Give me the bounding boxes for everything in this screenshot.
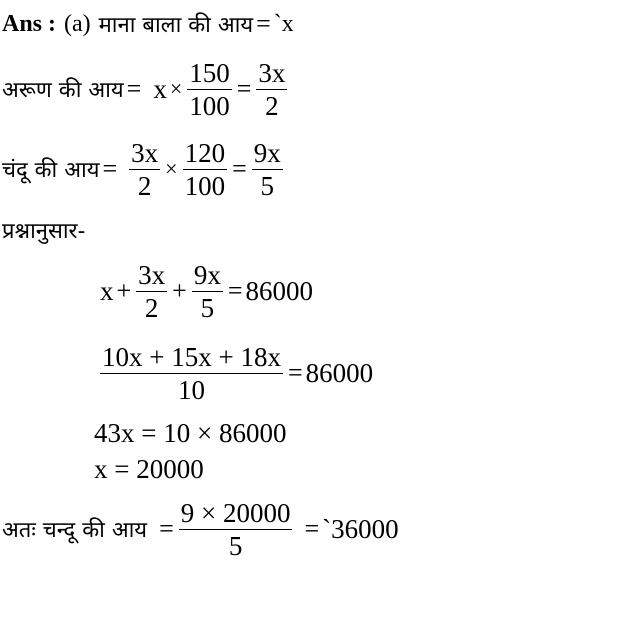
fraction-final <box>179 497 293 562</box>
arun-income-label: अरूण की आय <box>2 78 124 103</box>
equals-sign: = <box>102 154 118 183</box>
bala-income-value: `x <box>273 10 294 37</box>
chandu-income-label: चंदू की आय <box>2 158 100 183</box>
denominator: 5 <box>200 292 215 323</box>
fraction-3x-2 <box>256 57 287 122</box>
equals-sign: = <box>126 74 142 103</box>
fraction-9x-5 <box>192 259 223 324</box>
numerator: 3x <box>138 259 166 290</box>
equals-sign: = <box>287 358 303 387</box>
numerator: 150 <box>189 57 230 88</box>
fraction-9x-5 <box>252 137 283 202</box>
chandu-income-final-label: अतः चन्दू की आय <box>2 518 148 543</box>
part-label: (a) <box>64 10 91 37</box>
solution-x: x = 20000 <box>94 453 204 484</box>
fraction-150-100 <box>187 57 232 122</box>
denominator: 2 <box>265 90 279 121</box>
equals-sign: = <box>227 276 243 305</box>
according-to-question-label: प्रश्नानुसार- <box>2 219 86 244</box>
fraction-combined <box>100 341 283 406</box>
numerator: 9 × 20000 <box>180 497 291 528</box>
denominator: 5 <box>228 530 243 561</box>
numerator: 3x <box>131 137 159 168</box>
final-answer-line <box>2 496 399 562</box>
equals-sign: = <box>236 74 252 103</box>
numerator: 3x <box>258 57 286 88</box>
ans-label: Ans : <box>2 10 57 37</box>
variable-x: x <box>153 73 167 104</box>
rhs-value: 86000 <box>245 275 314 306</box>
final-value: `36000 <box>322 513 399 544</box>
variable-x: x <box>100 275 114 306</box>
denominator: 10 <box>177 374 205 405</box>
equals-sign: = <box>159 514 174 543</box>
equation-43x-line <box>94 416 286 450</box>
denominator: 100 <box>189 90 230 121</box>
equals-sign: = <box>304 514 320 543</box>
numerator: 9x <box>253 137 281 168</box>
chandu-income-line <box>2 136 285 202</box>
times-sign: × <box>169 76 183 101</box>
bala-income-label: माना बाला की आय <box>98 13 254 38</box>
plus-sign: + <box>116 276 132 305</box>
denominator: 5 <box>260 170 274 201</box>
equals-sign: = <box>232 154 247 183</box>
denominator: 2 <box>137 170 152 201</box>
answer-heading-line <box>2 8 294 40</box>
denominator: 100 <box>184 170 226 201</box>
solution-x-line <box>94 452 204 486</box>
equals-sign: = <box>256 9 271 38</box>
fraction-3x-2 <box>129 137 160 202</box>
equation-sum-line <box>100 258 313 324</box>
equation-combined-line <box>98 340 373 406</box>
according-to-question-line <box>2 214 86 246</box>
arun-income-line <box>2 56 289 122</box>
equation-43x: 43x = 10 × 86000 <box>94 417 287 448</box>
plus-sign: + <box>172 276 187 305</box>
numerator: 10x + 15x + 18x <box>102 341 281 372</box>
denominator: 2 <box>144 292 159 323</box>
fraction-3x-2 <box>136 259 167 324</box>
fraction-120-100 <box>183 137 228 202</box>
times-sign: × <box>165 156 178 181</box>
numerator: 9x <box>193 259 221 290</box>
numerator: 120 <box>184 137 226 168</box>
rhs-value: 86000 <box>305 357 374 388</box>
